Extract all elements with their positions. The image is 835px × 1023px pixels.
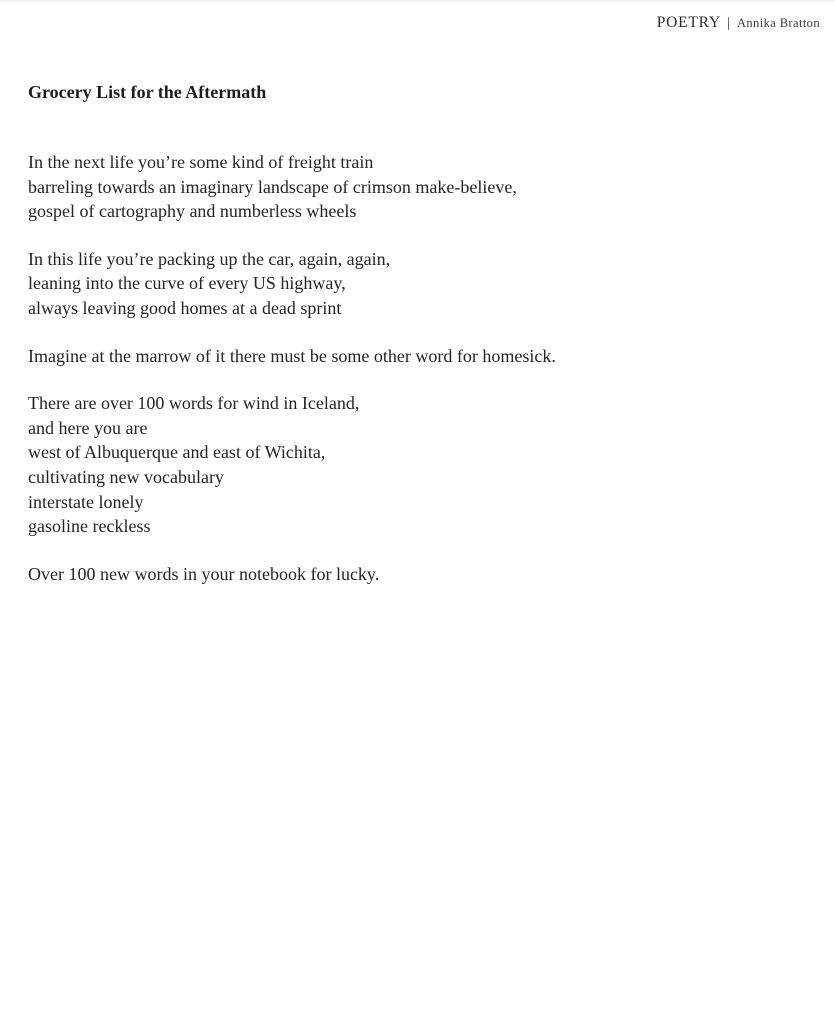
section-label: POETRY: [656, 14, 721, 31]
poem-line: west of Albuquerque and east of Wichita,: [28, 442, 326, 463]
poem-line: There are over 100 words for wind in Iceland,: [28, 393, 360, 414]
poem-line: gospel of cartography and numberless wheels: [28, 201, 357, 222]
poem-line: cultivating new vocabulary: [28, 466, 224, 487]
poem-line: Imagine at the marrow of it there must be some other word for homesick.: [28, 345, 556, 366]
poem-line: In the next life you’re some kind of freight train: [28, 152, 374, 172]
poem-line: leaning into the curve of every US highway,: [28, 273, 346, 294]
stanza-2: [28, 247, 795, 321]
poem-line: barreling towards an imaginary landscape of crimson make-believe,: [28, 176, 517, 197]
poem-line: gasoline reckless: [28, 516, 151, 537]
header-separator: |: [726, 15, 730, 31]
stanza-5: [28, 562, 795, 587]
poem-title: Grocery List for the Aftermath: [28, 82, 267, 102]
poem-line: In this life you’re packing up the car, again, again,: [28, 248, 391, 269]
poem: [28, 80, 795, 586]
stanza-3: [28, 344, 795, 369]
poem-line: and here you are: [28, 417, 148, 438]
page-header: [657, 14, 820, 32]
stanza-1: [28, 150, 795, 224]
poem-line: Over 100 new words in your notebook for lucky.: [28, 563, 380, 584]
poem-line: always leaving good homes at a dead sprint: [28, 297, 342, 318]
poem-line: interstate lonely: [28, 491, 144, 512]
author-name: Annika Bratton: [736, 16, 820, 30]
stanza-4: [28, 391, 795, 539]
